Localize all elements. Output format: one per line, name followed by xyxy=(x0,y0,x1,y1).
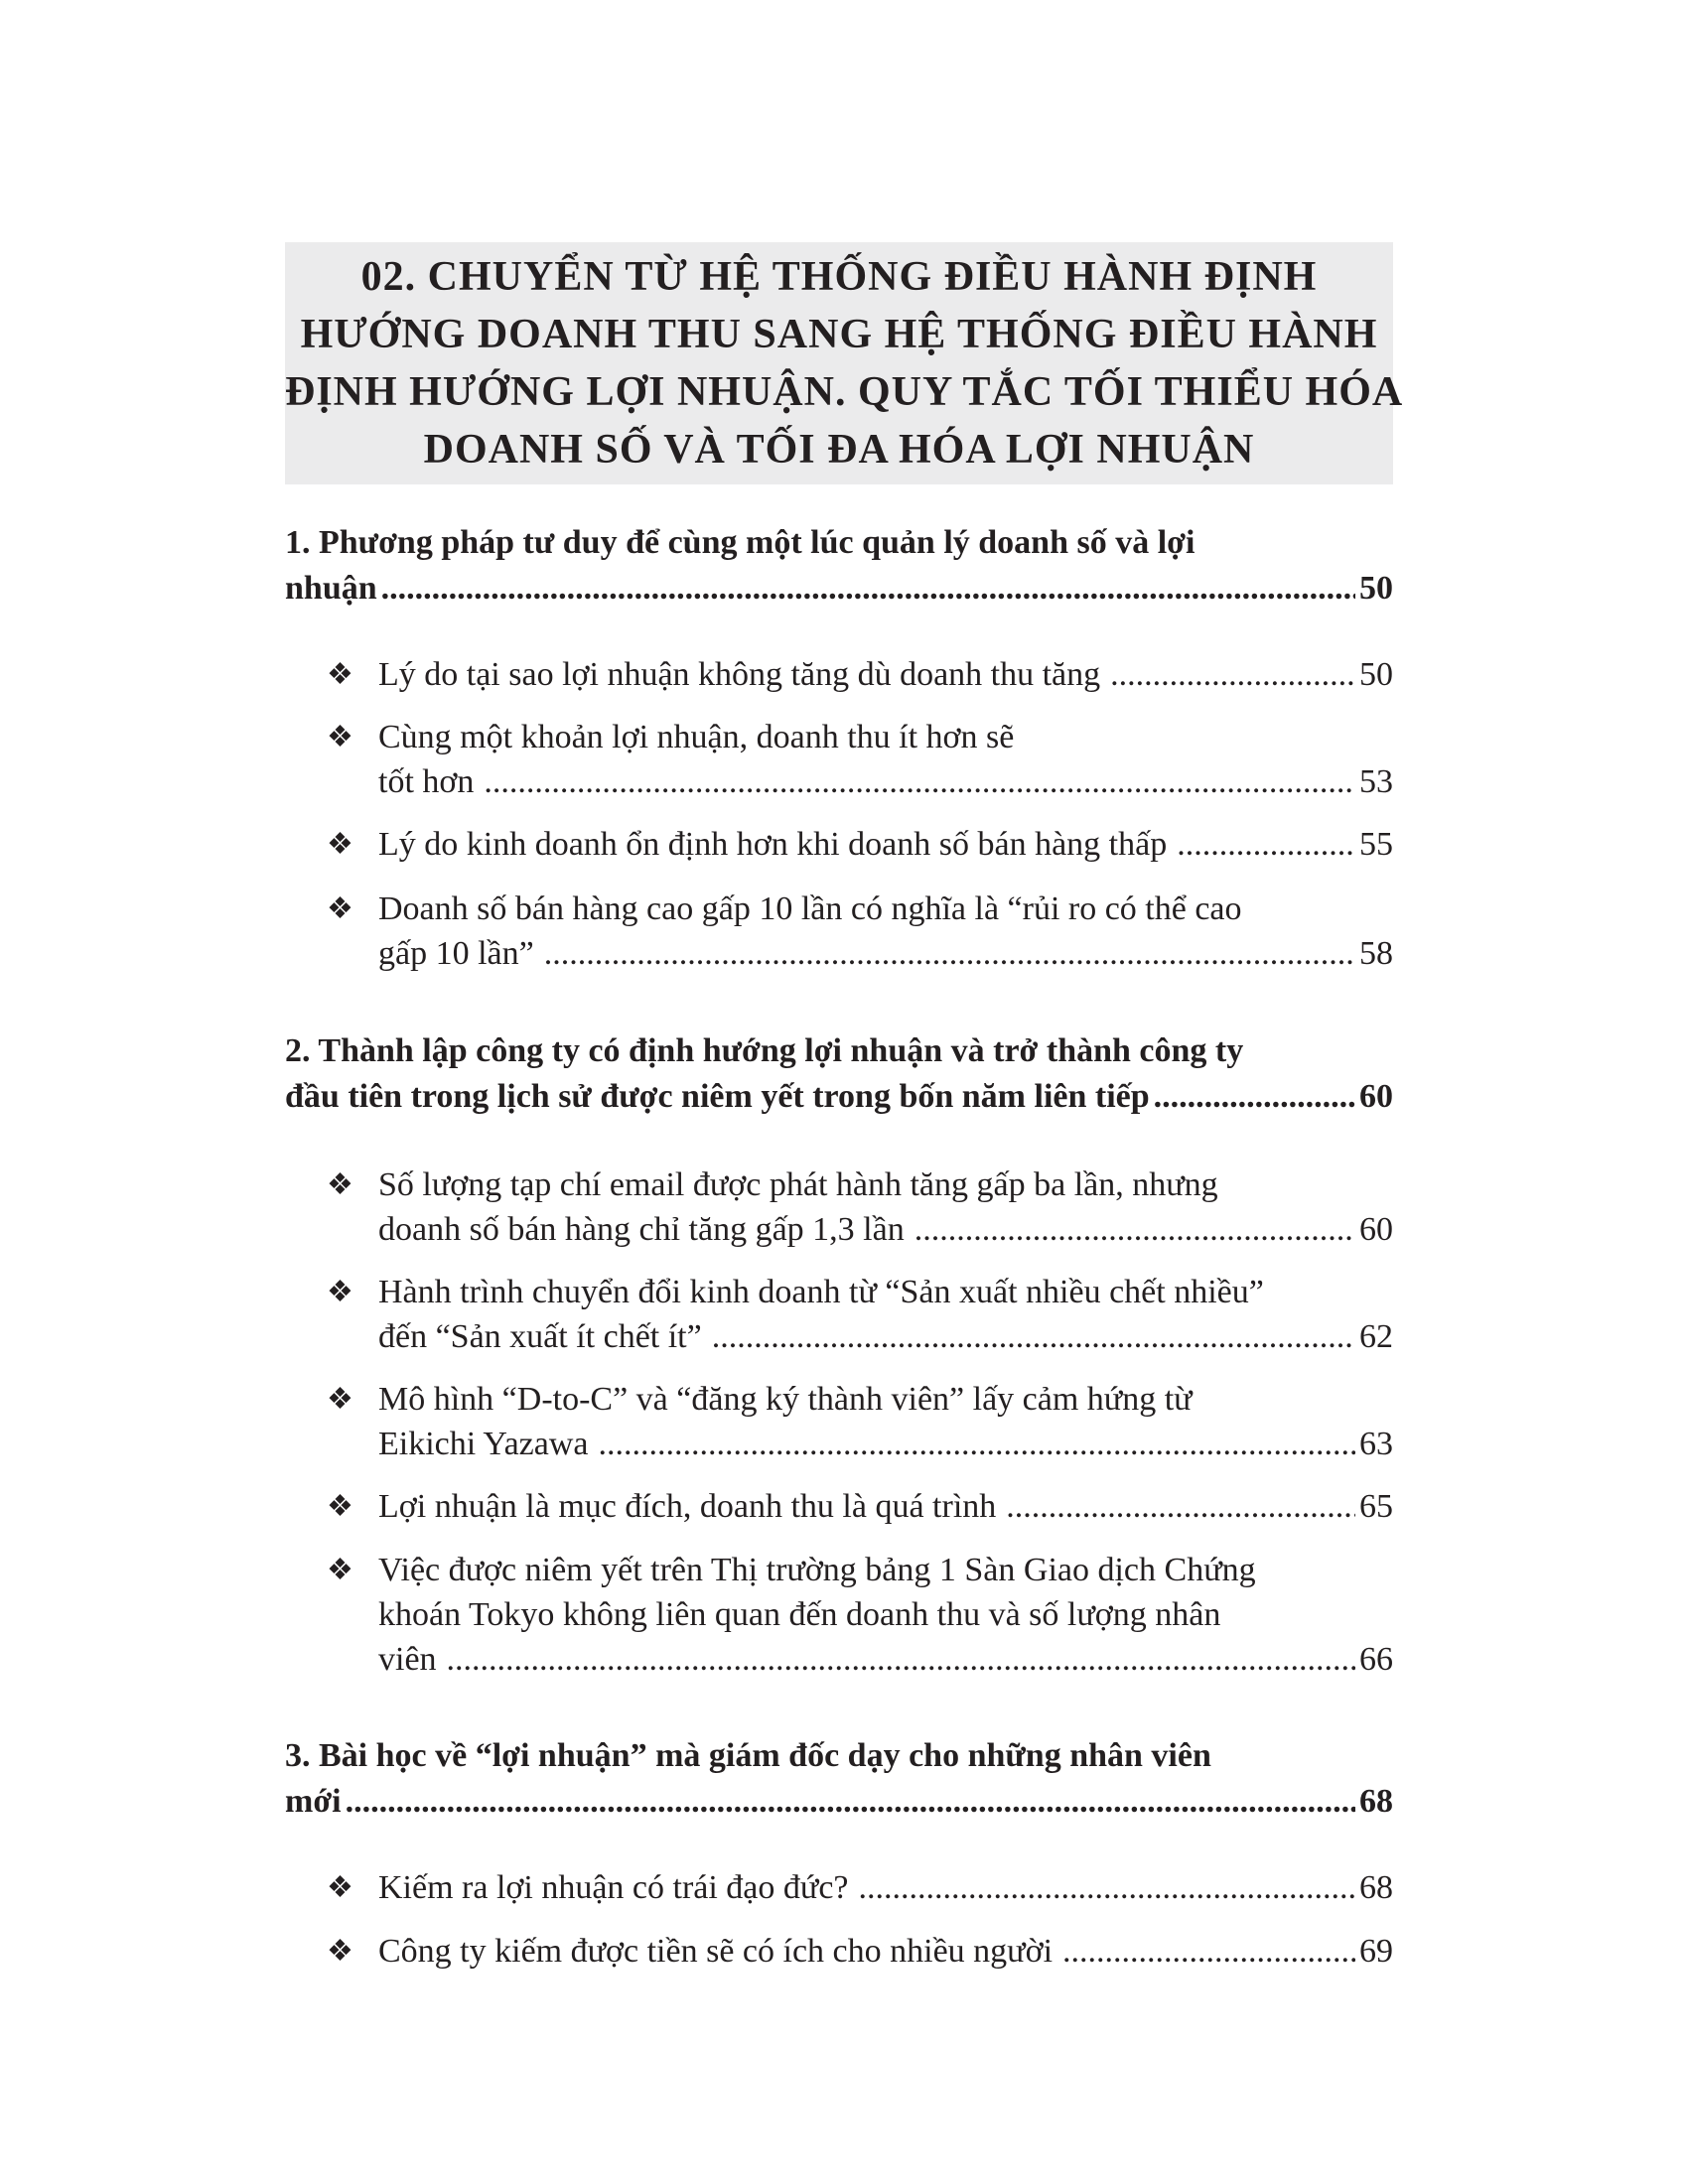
dot-leader xyxy=(1110,652,1355,697)
page-number: 62 xyxy=(1359,1318,1393,1355)
section-title: 1. Phương pháp tư duy để cùng một lúc quản lý doanh số và lợi xyxy=(285,524,1196,561)
toc-item xyxy=(327,1865,1393,1910)
item-text: doanh số bán hàng chỉ tăng gấp 1,3 lần xyxy=(378,1211,905,1248)
item-text: tốt hơn xyxy=(378,763,475,800)
toc-section-1 xyxy=(285,520,1393,612)
section-title-row xyxy=(285,1779,1393,1825)
toc-item xyxy=(327,822,1393,867)
page-number: 53 xyxy=(1359,763,1393,800)
page-number: 58 xyxy=(1359,935,1393,972)
toc-section-2 xyxy=(285,1028,1393,1120)
section-title: mới xyxy=(285,1783,342,1820)
diamond-bullet-icon: ❖ xyxy=(327,892,353,925)
toc-item xyxy=(327,1929,1393,1974)
dot-leader xyxy=(346,1779,1355,1825)
page-number: 60 xyxy=(1359,1211,1393,1248)
diamond-bullet-icon: ❖ xyxy=(327,658,353,691)
dot-leader xyxy=(712,1314,1355,1359)
page-number: 50 xyxy=(1359,656,1393,693)
dot-leader xyxy=(859,1865,1355,1910)
diamond-bullet-icon: ❖ xyxy=(327,1168,353,1201)
toc-item xyxy=(327,715,1393,804)
section-title: 2. Thành lập công ty có định hướng lợi nhuận và trở thành công ty xyxy=(285,1032,1244,1069)
section-title: đầu tiên trong lịch sử được niêm yết trong bốn năm liên tiếp xyxy=(285,1078,1150,1115)
page-number: 69 xyxy=(1359,1933,1393,1970)
item-text: Cùng một khoản lợi nhuận, doanh thu ít hơn sẽ xyxy=(378,719,1015,755)
section-title-row xyxy=(285,566,1393,612)
toc-item xyxy=(327,652,1393,697)
section-title: nhuận xyxy=(285,570,377,607)
item-text: Lý do kinh doanh ổn định hơn khi doanh số bán hàng thấp xyxy=(378,826,1168,863)
page-number: 55 xyxy=(1359,826,1393,863)
toc-item xyxy=(327,1162,1393,1252)
dot-leader xyxy=(1006,1484,1355,1529)
dot-leader xyxy=(381,566,1355,612)
toc-item xyxy=(327,1548,1393,1682)
item-text: viên xyxy=(378,1641,437,1678)
chapter-title-line: HƯỚNG DOANH THU SANG HỆ THỐNG ĐIỀU HÀNH xyxy=(300,312,1378,357)
page-number: 60 xyxy=(1359,1078,1393,1115)
diamond-bullet-icon: ❖ xyxy=(327,1490,353,1523)
item-text: Mô hình “D-to-C” và “đăng ký thành viên” lấy cảm hứng từ xyxy=(378,1381,1193,1418)
item-text: Lý do tại sao lợi nhuận không tăng dù doanh thu tăng xyxy=(378,656,1101,693)
chapter-title-line: ĐỊNH HƯỚNG LỢI NHUẬN. QUY TẮC TỐI THIỂU HÓA xyxy=(285,369,1404,415)
section-title: 3. Bài học về “lợi nhuận” mà giám đốc dạy cho những nhân viên xyxy=(285,1737,1211,1774)
dot-leader xyxy=(1177,822,1355,867)
chapter-title-line: 02. CHUYỂN TỪ HỆ THỐNG ĐIỀU HÀNH ĐỊNH xyxy=(360,254,1318,300)
item-text: Công ty kiếm được tiền sẽ có ích cho nhiều người xyxy=(378,1933,1054,1970)
item-text: Số lượng tạp chí email được phát hành tăng gấp ba lần, nhưng xyxy=(378,1166,1218,1203)
item-text: gấp 10 lần” xyxy=(378,935,534,972)
item-text: Kiếm ra lợi nhuận có trái đạo đức? xyxy=(378,1869,849,1906)
page-number: 63 xyxy=(1359,1426,1393,1462)
diamond-bullet-icon: ❖ xyxy=(327,1554,353,1586)
diamond-bullet-icon: ❖ xyxy=(327,1871,353,1904)
diamond-bullet-icon: ❖ xyxy=(327,1276,353,1308)
item-text: Doanh số bán hàng cao gấp 10 lần có nghĩa là “rủi ro có thể cao xyxy=(378,890,1242,927)
toc-item xyxy=(327,1270,1393,1359)
toc-item xyxy=(327,887,1393,976)
page-number: 68 xyxy=(1359,1869,1393,1906)
dot-leader xyxy=(1154,1074,1355,1120)
chapter-title-line: DOANH SỐ VÀ TỐI ĐA HÓA LỢI NHUẬN xyxy=(423,427,1255,473)
item-text: đến “Sản xuất ít chết ít” xyxy=(378,1318,702,1355)
chapter-heading xyxy=(285,242,1404,484)
item-text: Lợi nhuận là mục đích, doanh thu là quá trình xyxy=(378,1488,997,1525)
page-number: 65 xyxy=(1359,1488,1393,1525)
section-title-row xyxy=(285,1074,1393,1120)
dot-leader xyxy=(484,759,1355,804)
item-text: Việc được niêm yết trên Thị trường bảng 1 Sàn Giao dịch Chứng xyxy=(378,1552,1256,1588)
page-number: 68 xyxy=(1359,1783,1393,1820)
dot-leader xyxy=(447,1637,1355,1682)
dot-leader xyxy=(544,931,1355,976)
toc-item xyxy=(327,1484,1393,1529)
item-text: khoán Tokyo không liên quan đến doanh thu và số lượng nhân xyxy=(378,1596,1221,1633)
page-number: 66 xyxy=(1359,1641,1393,1678)
dot-leader xyxy=(914,1207,1355,1252)
toc-section-3 xyxy=(285,1733,1393,1825)
dot-leader xyxy=(599,1422,1355,1466)
dot-leader xyxy=(1062,1929,1355,1974)
diamond-bullet-icon: ❖ xyxy=(327,721,353,753)
toc-item xyxy=(327,1377,1393,1466)
item-text: Eikichi Yazawa xyxy=(378,1426,589,1462)
diamond-bullet-icon: ❖ xyxy=(327,1935,353,1968)
item-text: Hành trình chuyển đổi kinh doanh từ “Sản xuất nhiều chết nhiều” xyxy=(378,1274,1264,1310)
page-number: 50 xyxy=(1359,570,1393,607)
diamond-bullet-icon: ❖ xyxy=(327,828,353,861)
diamond-bullet-icon: ❖ xyxy=(327,1383,353,1416)
